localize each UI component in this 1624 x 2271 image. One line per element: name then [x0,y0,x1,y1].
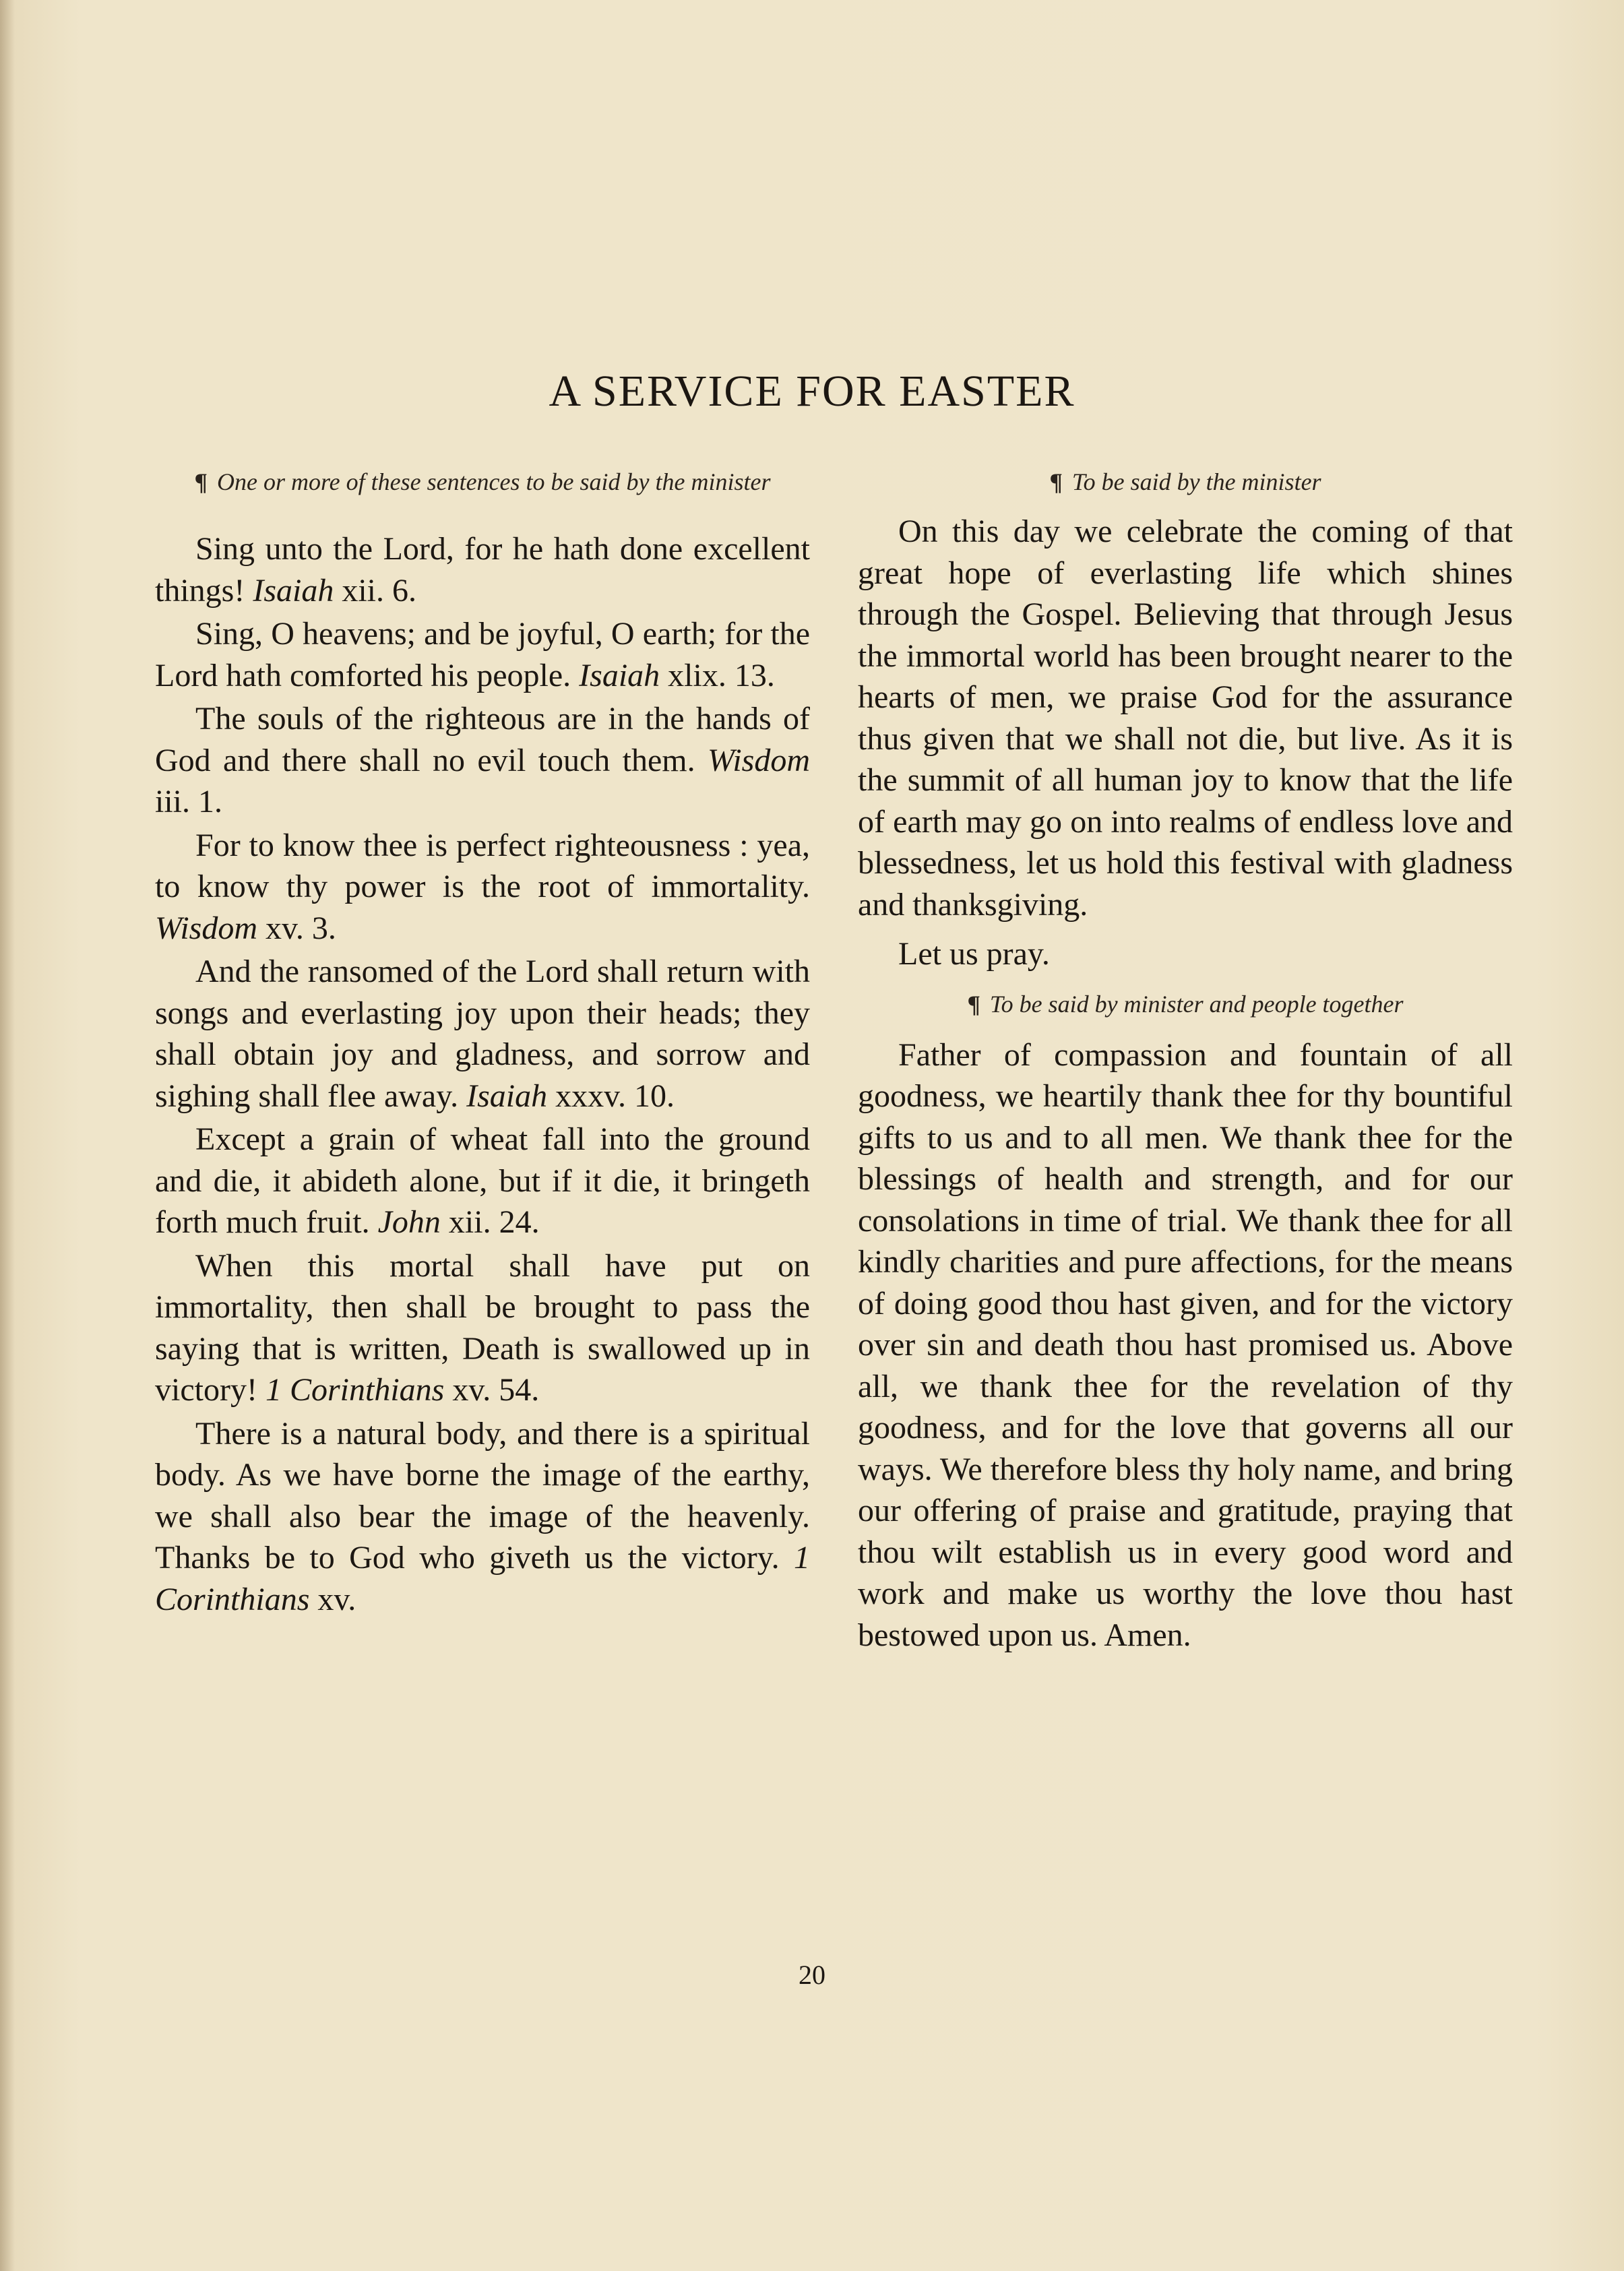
sentence-ref: xii. 24. [448,1204,540,1240]
sentence [155,613,810,696]
sentence-ref: xii. 6. [342,572,417,609]
sentence [155,698,810,823]
sentence-book: 1 Corinthians [265,1372,445,1408]
rubric-mark-icon: ¶ [1049,468,1063,495]
sentence-ref: iii. 1. [155,784,223,819]
sentence [155,1413,810,1621]
left-column [155,465,810,1622]
sentence-text: Except a grain of wheat fall into the ground and die, it abideth alone, but if it die, it bringeth forth much fruit. [155,1121,810,1240]
sentence-text: There is a natural body, and there is a spiritual body. As we have borne the image of the earthy, we shall also bear the image of the heavenly. Thanks be to God who giveth us the victory. [155,1415,810,1576]
spine-shadow [0,0,15,2271]
let-us-pray: Let us pray. [898,936,1050,972]
opening-address: On this day we celebrate the coming of that great hope of everlasting life which shines through the Gospel. Believing that through Jesus the immortal world has been brought nearer to the hearts of men, we praise God for the assurance thus given that we shall not die, but live. As it is the summit of all human joy to know that the life of earth may go on into realms of endless love and blessedness, let us hold this festival with gladness and thanksgiving. [858,514,1513,923]
sentence [155,528,810,611]
sentence-ref: xv. [317,1581,356,1617]
sentence-text: The souls of the righteous are in the hands of God and there shall no evil touch them. [155,701,810,778]
right-column [858,465,1513,1658]
sentence-book: Isaiah [253,572,334,609]
rubric-minister-people [858,987,1513,1021]
sentence-ref: xxxv. 10. [555,1078,675,1114]
rubric-text: To be said by the minister [1071,468,1321,495]
sentence-text: For to know thee is perfect righteousness : yea, to know thy power is the root of immortality. [155,827,810,904]
page-number: 20 [799,1960,825,1990]
sentence-text: Sing unto the Lord, for he hath done excellent things! [155,531,810,609]
rubric-text: One or more of these sentences to be said by the minister [216,468,771,495]
sentence [155,825,810,950]
sentence-text: Sing, O heavens; and be joyful, O earth; for the Lord hath comforted his people. [155,616,810,693]
sentence-book: Wisdom [155,910,258,946]
sentence [155,1119,810,1243]
sentence-book: Isaiah [466,1078,548,1114]
rubric-mark-icon: ¶ [967,990,980,1018]
sentence-text: When this mortal shall have put on immortality, then shall be brought to pass the saying that is written, Death is swallowed up in victory! [155,1247,810,1408]
rubric-sentences [155,465,810,499]
sentence-ref: xv. 3. [266,910,336,946]
sentence [155,951,810,1117]
sentence-book: Isaiah [579,657,660,693]
prayer-text: Father of compassion and fountain of all goodness, we heartily thank thee for thy bountiful gifts to us and to all men. We thank thee for the blessings of health and strength, and for our consolations in time of trial. We thank thee for all kindly charities and pure affections, for the means of doing good thou hast given, and for the victory over sin and death thou hast promised us. Above all, we thank thee for the revelation of thy goodness, and for the love that governs all our ways. We therefore bless thy holy name, and bring our offering of praise and gratitude, praying that thou wilt establish us in every good word and work and make us worthy the love thou hast bestowed upon us. Amen. [858,1036,1513,1653]
sentence-ref: xlix. 13. [668,657,775,693]
rubric-mark-icon: ¶ [194,468,208,495]
sentence [155,1245,810,1411]
page-title: A SERVICE FOR EASTER [549,367,1075,416]
sentence-ref: xv. 54. [452,1372,540,1408]
sentence-book: 1 Corinthians [155,1540,811,1617]
sentence-book: John [377,1204,441,1240]
rubric-minister [858,465,1513,499]
sentence-book: Wisdom [707,742,810,778]
rubric-text: To be said by minister and people together [989,990,1404,1018]
sentence-text: And the ransomed of the Lord shall return with songs and everlasting joy upon their heads; they shall obtain joy and gladness, and sorrow and sighing shall flee away. [155,954,810,1114]
